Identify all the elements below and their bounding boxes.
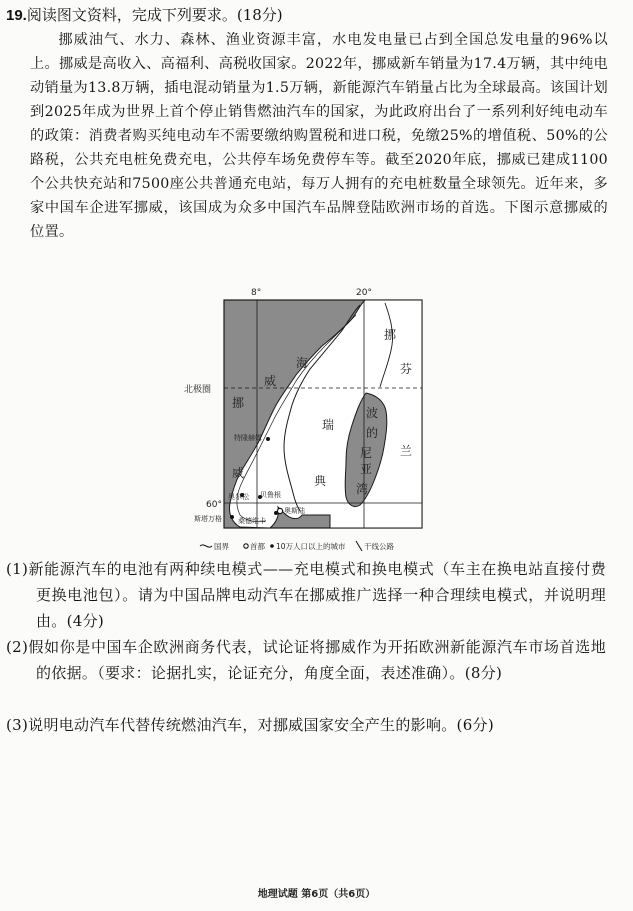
label-gulf-1: 波 (366, 406, 379, 420)
question-header (6, 4, 606, 27)
city-bergen: 贝鲁根 (260, 491, 281, 499)
city-dot-stavanger (230, 515, 234, 519)
sub-question-1 (6, 556, 606, 634)
label-norway-1: 挪 (232, 396, 245, 410)
passage-text: 挪威油气、水力、森林、渔业资源丰富，水电发电量已占到全国总发电量的96%以上。挪威是高收入、高福利、高税收国家。2022年，挪威新车销量为17.4万辆，其中纯电动销量为13.8万辆，插电混动销量为1.5万辆，新能源汽车销量占比为全球最高。该国计划到2025年成为世界上首个停止销售燃油汽车的国家，为此政府出台了一系列利好纯电动车的政策：消费者购买纯电动车不需要缴纳购置税和进口税，免缴25%的增值税、50%的公路税，公共充电桩免费充电，公共停车场免费停车等。截至2020年底，挪威已建成1100个公共快充站和7500座公共普通充电站，每万人拥有的充电桩数量全球领先。近年来，多家中国车企进军挪威，该国成为众多中国汽车品牌登陆欧洲市场的首选。下图示意挪威的位置。 (30, 32, 608, 240)
city-alesund: 奥尔松 (228, 493, 249, 501)
question-instruction: 阅读图文资料，完成下列要求。(18分) (26, 6, 283, 24)
label-finland-2: 兰 (400, 444, 413, 458)
legend-border-label: 国界 (214, 542, 229, 551)
legend-capital-label: 首都 (250, 542, 265, 551)
city-stavanger: 斯塔万格 (194, 515, 222, 523)
legend-city-icon (270, 544, 274, 548)
sub-question-3-label: (3) (6, 716, 29, 734)
label-gulf-4: 湾 (356, 482, 369, 496)
label-gulf-2: 的 (366, 426, 379, 440)
capital-dot-oslo (277, 508, 282, 513)
label-norway-north: 挪 (384, 328, 397, 342)
sub-question-2-text: 假如你是中国车企欧洲商务代表，试论证将挪威作为开拓欧洲新能源汽车市场首选地的依据。（要求：论据扎实，论证充分，角度全面，表述准确）。(8分) (28, 638, 606, 682)
sub-question-1-label: (1) (6, 560, 29, 578)
city-dot-trondheim (266, 437, 270, 441)
legend-road-label: 干线公路 (364, 542, 394, 551)
label-sweden-2: 典 (314, 474, 327, 488)
lon-label-20: 20° (356, 288, 372, 298)
legend-city-label: 10万人口以上的城市 (276, 542, 346, 551)
label-norway-sea-1: 海 (296, 356, 309, 370)
label-norway-sea-2: 威 (264, 374, 277, 388)
lat-label-60: 60° (206, 500, 222, 510)
label-gulf-3: 尼 (360, 446, 373, 460)
sub-question-3 (6, 712, 606, 738)
city-oslo: 奥斯陆 (284, 507, 305, 515)
lon-label-8: 8° (251, 288, 262, 298)
question-number: 19. (6, 7, 27, 24)
page-footer: 地理试题 第6页（共6页） (257, 889, 376, 900)
legend-road-icon (356, 541, 362, 551)
city-sandvika: 桑德维卡 (238, 517, 266, 525)
norway-location-map (180, 283, 450, 555)
label-gulf-3b: 亚 (360, 462, 373, 476)
sub-question-2 (6, 634, 606, 686)
label-norway-2: 威 (232, 466, 245, 480)
city-trondheim: 特隆赫姆 (234, 434, 262, 442)
sub-question-1-text: 新能源汽车的电池有两种续电模式——充电模式和换电模式（车主在换电站直接付费更换电池包）。请为中国品牌电动汽车在挪威推广选择一种合理续电模式，并说明理由。(4分) (28, 560, 606, 630)
lat-label-arctic: 北极圈 (184, 385, 212, 395)
legend-capital-icon (244, 544, 248, 548)
label-finland-1: 芬 (400, 362, 413, 376)
legend-border-icon (200, 545, 212, 547)
label-sweden-1: 瑞 (322, 418, 335, 432)
sub-question-2-label: (2) (6, 638, 29, 656)
sub-question-3-text: 说明电动汽车代替传统燃油汽车，对挪威国家安全产生的影响。(6分) (28, 716, 495, 734)
